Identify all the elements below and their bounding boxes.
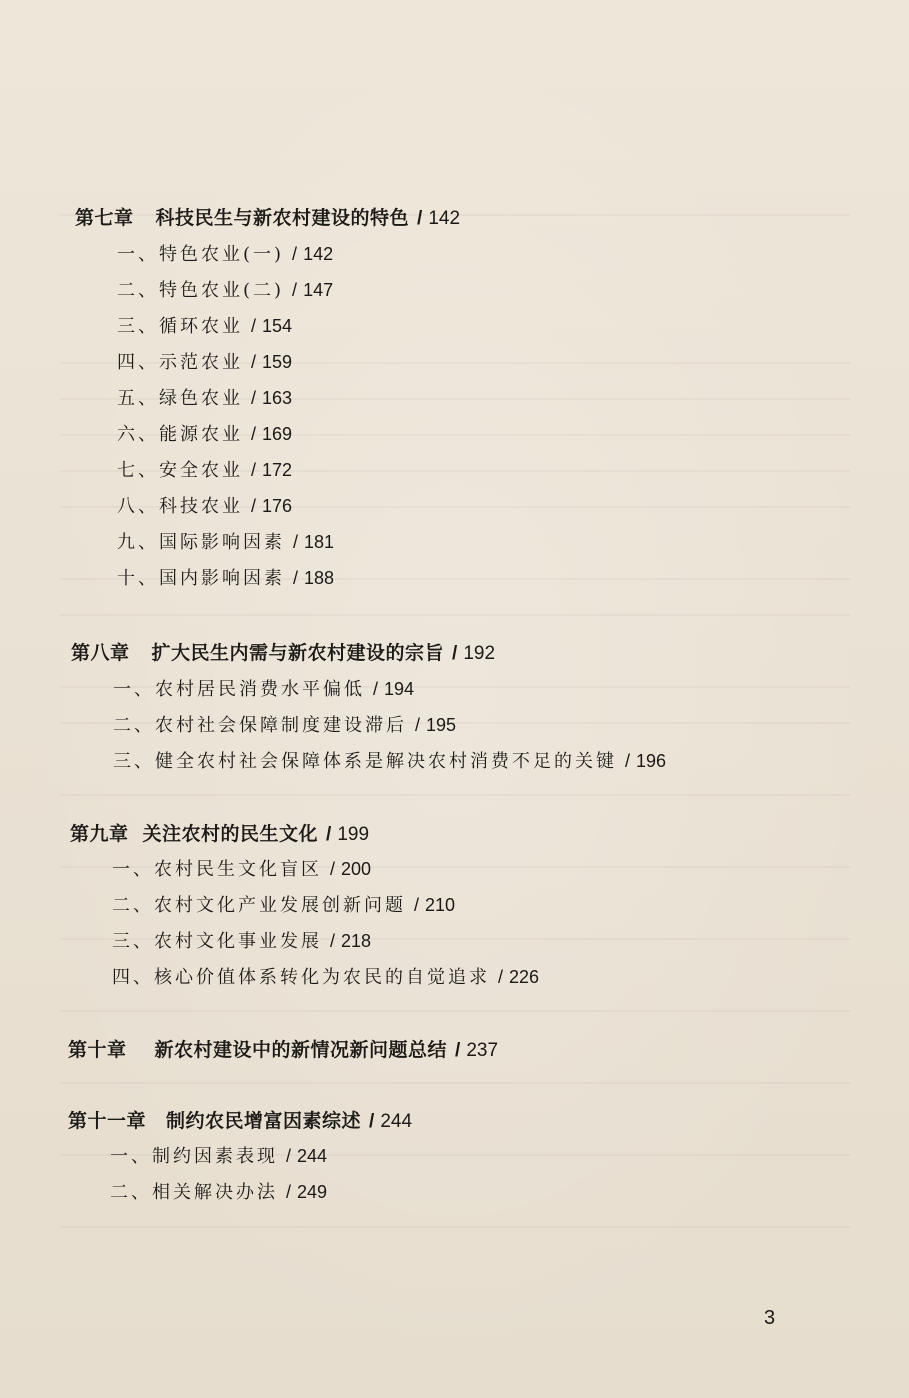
- section-entry[interactable]: [117, 384, 292, 410]
- section-title: 三、农村文化事业发展: [112, 931, 322, 952]
- section-page-number: 200: [341, 859, 372, 879]
- chapter-title: 制约农民增富因素综述: [166, 1110, 362, 1132]
- page-separator: /: [414, 895, 420, 915]
- section-entry[interactable]: [113, 711, 456, 737]
- chapter-title: 科技民生与新农村建设的特色: [155, 207, 410, 229]
- section-page-number: 181: [304, 532, 335, 552]
- section-title: 三、健全农村社会保障体系是解决农村消费不足的关键: [113, 751, 617, 772]
- page-separator: /: [251, 316, 257, 336]
- page-separator: /: [286, 1182, 292, 1202]
- page-separator: /: [251, 388, 257, 408]
- section-page-number: 210: [425, 895, 456, 915]
- chapter-page-number: 199: [337, 824, 370, 845]
- page-separator: /: [452, 643, 458, 664]
- chapter-title: 新农村建设中的新情况新问题总结: [154, 1039, 448, 1061]
- section-page-number: 195: [426, 715, 457, 735]
- page-separator: /: [417, 208, 423, 229]
- section-title: 九、国际影响因素: [117, 532, 285, 553]
- section-page-number: 176: [262, 496, 293, 516]
- chapter-label: 第十章: [68, 1039, 127, 1061]
- section-title: 一、农村民生文化盲区: [112, 859, 322, 880]
- page-separator: /: [293, 532, 299, 552]
- page-separator: /: [369, 1111, 375, 1132]
- chapter-page-number: 244: [380, 1111, 413, 1132]
- section-entry[interactable]: [117, 420, 292, 446]
- section-page-number: 218: [341, 931, 372, 951]
- page-separator: /: [326, 824, 332, 845]
- chapter-label: 第七章: [75, 207, 134, 229]
- page-number: 3: [764, 1307, 776, 1329]
- page-separator: /: [498, 967, 504, 987]
- section-page-number: 147: [303, 280, 334, 300]
- section-entry[interactable]: [113, 675, 414, 701]
- section-entry[interactable]: [112, 927, 371, 953]
- section-title: 四、核心价值体系转化为农民的自觉追求: [112, 967, 490, 988]
- page-separator: /: [293, 568, 299, 588]
- section-page-number: 172: [262, 460, 293, 480]
- page-separator: /: [415, 715, 421, 735]
- section-title: 二、农村文化产业发展创新问题: [112, 895, 406, 916]
- page-separator: /: [292, 244, 298, 264]
- section-title: 六、能源农业: [117, 424, 243, 445]
- chapter-label: 第九章: [70, 823, 129, 845]
- section-entry[interactable]: [113, 747, 666, 773]
- chapter-heading[interactable]: [68, 1035, 498, 1062]
- section-title: 四、示范农业: [117, 352, 243, 373]
- page-separator: /: [251, 352, 257, 372]
- page-separator: /: [286, 1146, 292, 1166]
- page-separator: /: [330, 931, 336, 951]
- section-title: 二、特色农业(二): [117, 280, 285, 301]
- section-title: 十、国内影响因素: [117, 568, 285, 589]
- page-separator: /: [251, 460, 257, 480]
- section-entry[interactable]: [110, 1178, 327, 1204]
- section-page-number: 244: [297, 1146, 328, 1166]
- section-page-number: 154: [262, 316, 293, 336]
- section-page-number: 163: [262, 388, 293, 408]
- section-title: 一、特色农业(一): [117, 244, 285, 265]
- section-page-number: 169: [262, 424, 293, 444]
- chapter-heading[interactable]: [70, 819, 369, 846]
- section-title: 七、安全农业: [117, 460, 243, 481]
- section-entry[interactable]: [117, 492, 292, 518]
- section-entry[interactable]: [117, 348, 292, 374]
- section-title: 二、农村社会保障制度建设滞后: [113, 715, 407, 736]
- section-entry[interactable]: [117, 312, 292, 338]
- section-page-number: 226: [509, 967, 540, 987]
- page-separator: /: [330, 859, 336, 879]
- section-title: 五、绿色农业: [117, 388, 243, 409]
- chapter-page-number: 142: [428, 208, 461, 229]
- chapter-label: 第十一章: [68, 1110, 147, 1132]
- section-entry[interactable]: [117, 564, 334, 590]
- section-page-number: 188: [304, 568, 335, 588]
- section-page-number: 142: [303, 244, 334, 264]
- chapter-heading[interactable]: [75, 203, 460, 230]
- page-separator: /: [625, 751, 631, 771]
- section-entry[interactable]: [112, 891, 455, 917]
- section-entry[interactable]: [110, 1142, 327, 1168]
- page-separator: /: [251, 496, 257, 516]
- section-page-number: 249: [297, 1182, 328, 1202]
- section-entry[interactable]: [117, 456, 292, 482]
- chapter-page-number: 237: [466, 1040, 499, 1061]
- chapter-heading[interactable]: [71, 638, 495, 665]
- section-title: 一、农村居民消费水平偏低: [113, 679, 365, 700]
- section-entry[interactable]: [112, 963, 539, 989]
- chapter-heading[interactable]: [68, 1106, 412, 1133]
- section-title: 三、循环农业: [117, 316, 243, 337]
- page-separator: /: [251, 424, 257, 444]
- section-entry[interactable]: [117, 528, 334, 554]
- chapter-title: 关注农村的民生文化: [142, 823, 319, 845]
- section-page-number: 194: [384, 679, 415, 699]
- page-separator: /: [292, 280, 298, 300]
- section-page-number: 196: [636, 751, 667, 771]
- section-title: 八、科技农业: [117, 496, 243, 517]
- section-entry[interactable]: [112, 855, 371, 881]
- section-page-number: 159: [262, 352, 293, 372]
- section-title: 二、相关解决办法: [110, 1182, 278, 1203]
- page-separator: /: [455, 1040, 461, 1061]
- section-entry[interactable]: [117, 276, 333, 302]
- chapter-label: 第八章: [71, 642, 130, 664]
- section-title: 一、制约因素表现: [110, 1146, 278, 1167]
- page-separator: /: [373, 679, 379, 699]
- chapter-page-number: 192: [463, 643, 496, 664]
- section-entry[interactable]: [117, 240, 333, 266]
- chapter-title: 扩大民生内需与新农村建设的宗旨: [151, 642, 445, 664]
